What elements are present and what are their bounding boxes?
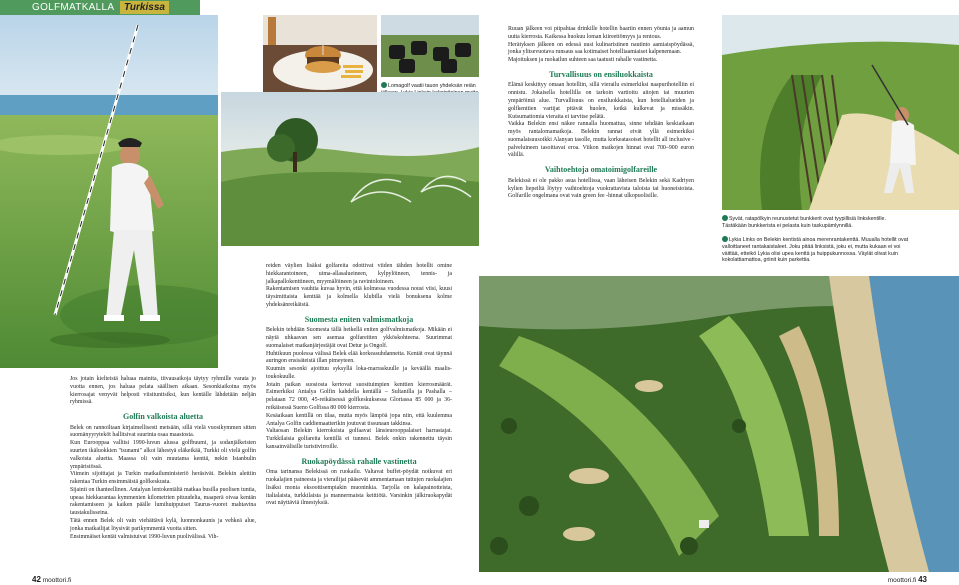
mid-paragraph: Kuumin sesonki ajoittuu syksyllä loka-marraskuulle ja keväällä maalis-toukokuulle. [266,366,452,380]
mid-paragraph: Valtaosan Belekin kierroksista golfaavat länsieurooppalaiset harrastajat. Turkkilaisia golfareita kentillä ei tunnesi. Belek onkin rakennettu täysin kansainvälisille turistivirroille. [266,428,452,450]
left-paragraph: Ensimmäiset kentät valmistuivat 1990-luvun puolivälissä. Vih- [70,533,219,540]
mid-heading-1: Suomesta eniten valmismatkoja [304,314,414,324]
right-paragraph: Ruuan jälkeen voi piipahtaa drinkille hotellin baariin ennen yöunia ja aamun uutta kierrosta. Kaikessa huokuu loman kiireettömyys ja rentous. [508,26,694,40]
sprinkler-fairway-photo [221,92,479,246]
bunker-golfer-photo [722,15,959,210]
folio-right [888,575,927,584]
left-paragraph: Viimein sijoittajat ja Turkin matkailuministeriö heräsivät. Belekin alettiin rakentaa Turkin ensimmäistä golfkeskusta. [70,471,256,486]
section-label: GOLFMATKALLA [32,2,115,13]
caption-arrow-icon [722,236,728,242]
caption-top-middle-text: Lomagolf vaatii tauon yhdeksän reiän [388,83,476,89]
middle-column [266,263,452,508]
caption-right-1-text: Syvät, ratapölkyin reunustetut bunkkerit ovat tyypillisiä linkskentille. Tästäkään bunkkerista ei pelasta kuin taskupämlynnillä. [722,216,886,229]
page-number-left: 42 [32,575,41,584]
caption-right-2 [722,236,912,264]
folio-left [32,575,71,584]
left-paragraph: Belek on rannoiltaan kirjaimellisesti metsään, sillä vielä vuosikymmen sitten suomänyyryteköt hallitsivat suurinta osaa maastosta. [70,424,256,439]
left-paragraph: Kun Eurooppaa vallitsi 1990-luvun alussa golfbuumi, ja sodanjälkeisten suurten ikäluokkien "tsunami" alkoi lähestyä eläkeikää, Turkki oli vielä golfin valkoista aluetta. Maassa oli vain muutama kenttä, nekin Istanbulin ympäristössä. [70,440,256,470]
mid-paragraph: Belekin tehdään Suomesta tällä hetkellä eniten golfvalmismatkoja. Mikään ei näytä uhkaavan sen asemaa golfareitten ykköskohteena. Suurimmat suomalaiset matkanjärjestäjät ovat Detur ja Ongolf. [266,327,452,349]
caption-right-2-text: Lykia Links on Belekin kentistä ainoa merenrantakenttä. Muualla hotellit ovat valloittaneet rantakaistaleet. Joku pitää linksistä, joku ei, mutta kukaan ei voi väittää, etteikö Lykia olisi upea kenttä ja huippukunnossa. Väylät olivat kuin kokolattiamattoa, griinit kuin parkettia. [722,237,909,264]
site-left: moottori.fi [42,577,72,584]
right-paragraph: Elämä keskittyy omaan hotelliin, sillä vierailu esimerkiksi naapurihotelliin ei onnistu. Jokaisella hotellilla on tarkoin vartioitu aitojen tai muurien ympäröimä alue. Turvallisuus on ensiluokkaista, kun hotellialueiden ja golfkenttien vartijat pitävät huolen, ketkä kulkevat ja missäkin. Kutsumattomia vieraita ei tarvitse pelätä. [508,82,694,120]
mid-paragraph: Huhtikuun puolessa välissä Belek elää korkeasuhdannetta. Kentät ovat täynnä auringon ensisäteistä illan pimeyteen. [266,350,452,365]
right-paragraph: Herätyksen jälkeen on edessä uusi kulinaristinen nautinto aamiaispöydässä, jonka ylitsevuotava runsaus saa kotimaiset hotelliaamiaiset kalpenemaan. [508,41,694,56]
food-plate-photo [263,15,377,93]
left-column [70,376,256,541]
left-heading-1: Golfin valkoista aluetta [122,412,203,422]
mid-paragraph: Rakentamisen vauhtia kuvaa hyvin, että kolmessa vuodessa nousi viisi, kuusi täysimittaista kenttää ja kolmella klubilla vielä bonuksena kolme yhdeksänreikäistä. [266,286,452,308]
left-paragraph: Jos jotain kielteistä haluaa mainita, tiivausaikoja täytyy ryhmille varata jo vuotta ennen, jos haluaa pelata säällisen aikaan. Sesonkiaikoina myös kierrosajat venyvät helposti viisituntisiksi, kun kentälle lähdetään neljän ryhmissä. [70,376,256,406]
site-right: moottori.fi [887,577,917,584]
mid-paragraph: reiden väylien lisäksi golfareita odottivat viiden tähden hotellit omine hiekkarantoineen, uima-allasalueineen, kylpylöineen, tennis- ja jalkapallokenttineen, myymälöineen ja ravintoloineen. [266,263,452,285]
right-heading-1: Turvallisuus on ensiluokkaista [549,69,653,79]
right-paragraph: Belekissä ei ole pakko asua hotellissa, vaan läheisen Belekin sekä Kadriyen kylien liepeiltä löytyy vaihtoehtoja vuokrattavista taloista tai huoneistoista. Golfarille ongelmana ovat vain green fee -hinnat ulkopuolisille. [508,177,694,200]
mid-paragraph: Kesäaikaan kentillä on tilaa, mutta myös lämpöä jopa niin, että kuulemma Antalya Golfin caddiemaatterikin joutuvat tissunaan takkinsa. [266,412,452,427]
page-number-right: 43 [918,575,927,584]
mid-heading-2: Ruokapöydässä rahalle vastinetta [301,456,417,466]
left-paragraph: Sijainti on ihanteellinen. Antalyan lentokentältä matkaa busilla puolisen tuntia, upeaa hiekkarantaa kymmenien kilometrien pituudelta, maaperä oivaa kentän rakentamiseen ja kaiken päälle lumihuippuiset Taurus-vuoret mahtavina taustakulisseina. [70,486,256,517]
right-paragraph: Vaikka Belekin ensi näkee rannalla huomattua, sinne tehdään keskiaikaan myös rantalomamatkoja. Belekin rannat eivät yllä esimerkiksi suomalaisuusoikki Alanyan tasolle, mutta korkeatasoiset hotellit all inclusive -palveluineen tasoittavat eroa. Viikon matkojen hinnat ovat 700–900 euron välillä. [508,121,694,159]
right-heading-2: Vaihtoehtoja omatoimigolfareille [544,165,658,175]
caption-arrow-icon [381,82,387,88]
mid-paragraph: Jotain paikan suosiosta kertovat suosituimpien kenttien kierrosmäärät. Esimerkiksi Antalya Golfin kahdella kentällä – Sultanilla ja Pashalla – pelataan 72 000, 45-reikäisessä golfkeskuksessa Gloriassa 85 000 ja 36-reikäisessä Sueno Golfissa 80 000 kierrosta. [266,381,452,412]
country-tag: Turkissa [120,1,169,14]
caption-arrow-icon [722,215,728,221]
right-paragraph: Majoituksen ja ruokailun suhteen saa taatusti rahalle vastinetta. [508,57,658,64]
aerial-links-photo [479,276,959,572]
golfer-flag-photo [0,15,218,368]
right-column [508,26,694,201]
mid-paragraph: Oma tarinansa Belekissä on ruokailu. Valtavat buffet-pöydät notkuvat eri ruokalajien paineesta ja vierailijat pääsevät ammentamaan tuttujen ruokalajien lisäksi monia eksoottisempiakin muoninkia. Tarjolla on kalapainotteista, italialaista, turkkilaista ja mannermaista keittiötä. Varsinkin jälkiruokapydät ovat näyttäviä ilmestyksiä. [266,469,452,507]
terrace-chairs-photo [381,15,479,77]
caption-right-1 [722,215,912,230]
left-paragraph: Tätä ennen Belek oli vain viehättävä kylä, luonnonkaunis ja vehkeä alue, jonka matkailijat löysivät parikymmentä vuotta sitten. [70,518,256,532]
